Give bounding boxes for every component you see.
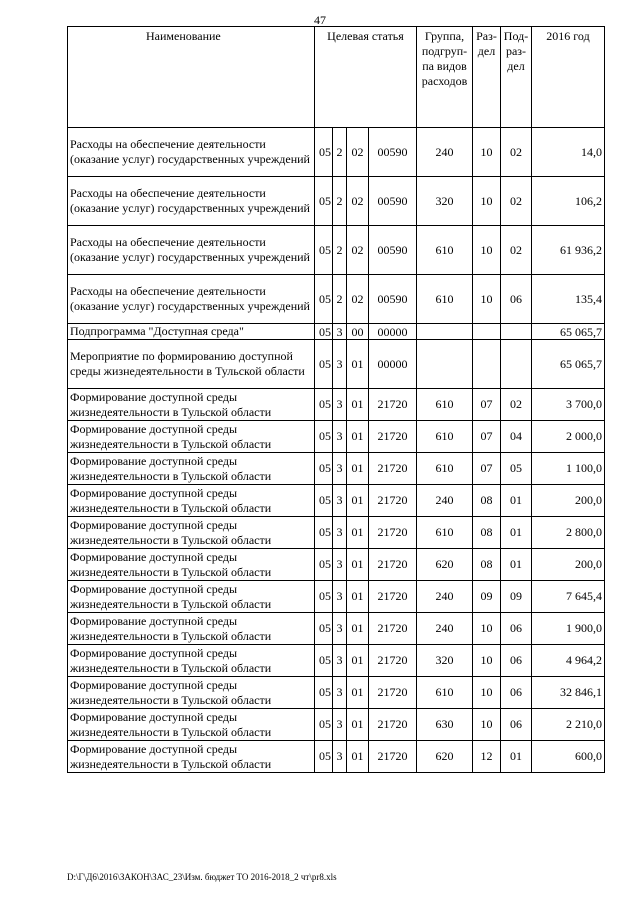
target-activity: 02	[347, 177, 369, 226]
target-program: 05	[315, 613, 333, 645]
row-name: Формирование доступной среды жизнедеятельности в Тульской области	[68, 613, 315, 645]
section: 10	[473, 226, 501, 275]
subsection: 02	[501, 128, 532, 177]
target-subprogram: 2	[333, 128, 347, 177]
subsection: 01	[501, 741, 532, 773]
subsection: 02	[501, 177, 532, 226]
target-program: 05	[315, 340, 333, 389]
section: 09	[473, 581, 501, 613]
row-name: Подпрограмма "Доступная среда"	[68, 324, 315, 340]
target-activity: 00	[347, 324, 369, 340]
target-activity: 01	[347, 741, 369, 773]
target-subprogram: 3	[333, 517, 347, 549]
section: 08	[473, 549, 501, 581]
target-direction: 21720	[369, 645, 417, 677]
target-program: 05	[315, 709, 333, 741]
expense-group	[417, 340, 473, 389]
table-row	[68, 453, 605, 485]
section: 08	[473, 517, 501, 549]
row-name: Формирование доступной среды жизнедеятельности в Тульской области	[68, 389, 315, 421]
table-row	[68, 389, 605, 421]
row-name: Формирование доступной среды жизнедеятельности в Тульской области	[68, 453, 315, 485]
target-activity: 01	[347, 421, 369, 453]
header-name: Наименование	[68, 27, 315, 128]
expense-group: 320	[417, 177, 473, 226]
row-name: Формирование доступной среды жизнедеятельности в Тульской области	[68, 645, 315, 677]
section: 07	[473, 421, 501, 453]
target-program: 05	[315, 226, 333, 275]
row-name: Мероприятие по формированию доступной среды жизнедеятельности в Тульской области	[68, 340, 315, 389]
amount-2016: 200,0	[532, 485, 605, 517]
subsection: 01	[501, 485, 532, 517]
table-row	[68, 177, 605, 226]
target-program: 05	[315, 453, 333, 485]
target-direction: 21720	[369, 613, 417, 645]
section: 10	[473, 709, 501, 741]
row-name: Формирование доступной среды жизнедеятельности в Тульской области	[68, 709, 315, 741]
target-program: 05	[315, 177, 333, 226]
row-name: Формирование доступной среды жизнедеятельности в Тульской области	[68, 581, 315, 613]
target-subprogram: 3	[333, 485, 347, 517]
target-activity: 01	[347, 581, 369, 613]
target-direction: 00590	[369, 275, 417, 324]
table-row	[68, 677, 605, 709]
subsection: 06	[501, 677, 532, 709]
page-number: 47	[314, 13, 326, 27]
amount-2016: 65 065,7	[532, 340, 605, 389]
target-direction: 21720	[369, 677, 417, 709]
target-activity: 02	[347, 128, 369, 177]
target-subprogram: 3	[333, 613, 347, 645]
expense-group: 240	[417, 485, 473, 517]
target-program: 05	[315, 741, 333, 773]
target-direction: 00590	[369, 226, 417, 275]
target-direction: 21720	[369, 741, 417, 773]
row-name: Расходы на обеспечение деятельности (оказание услуг) государственных учреждений	[68, 128, 315, 177]
target-subprogram: 3	[333, 324, 347, 340]
target-direction: 21720	[369, 709, 417, 741]
target-activity: 01	[347, 613, 369, 645]
table-row	[68, 226, 605, 275]
target-subprogram: 3	[333, 389, 347, 421]
row-name: Формирование доступной среды жизнедеятельности в Тульской области	[68, 485, 315, 517]
header-subsection: Под- раз- дел	[501, 27, 532, 128]
amount-2016: 61 936,2	[532, 226, 605, 275]
target-subprogram: 3	[333, 677, 347, 709]
target-direction: 00000	[369, 324, 417, 340]
budget-table	[67, 26, 605, 773]
row-name: Формирование доступной среды жизнедеятельности в Тульской области	[68, 741, 315, 773]
amount-2016: 32 846,1	[532, 677, 605, 709]
section: 10	[473, 645, 501, 677]
target-program: 05	[315, 645, 333, 677]
expense-group: 320	[417, 645, 473, 677]
row-name: Расходы на обеспечение деятельности (оказание услуг) государственных учреждений	[68, 275, 315, 324]
expense-group: 240	[417, 128, 473, 177]
expense-group: 240	[417, 613, 473, 645]
subsection: 06	[501, 613, 532, 645]
footer-file-path: D:\Г\Д6\2016\ЗАКОН\ЗАС_23\Изм. бюджет ТО 2016-2018_2 чт\pr8.xls	[67, 872, 337, 882]
target-direction: 21720	[369, 485, 417, 517]
target-activity: 01	[347, 485, 369, 517]
table-row	[68, 517, 605, 549]
subsection: 02	[501, 226, 532, 275]
amount-2016: 4 964,2	[532, 645, 605, 677]
target-direction: 21720	[369, 389, 417, 421]
expense-group: 620	[417, 741, 473, 773]
target-direction: 21720	[369, 517, 417, 549]
table-row	[68, 549, 605, 581]
target-program: 05	[315, 485, 333, 517]
amount-2016: 1 100,0	[532, 453, 605, 485]
target-direction: 00000	[369, 340, 417, 389]
subsection: 04	[501, 421, 532, 453]
table-row	[68, 613, 605, 645]
target-activity: 01	[347, 709, 369, 741]
amount-2016: 2 000,0	[532, 421, 605, 453]
target-subprogram: 3	[333, 741, 347, 773]
section: 10	[473, 613, 501, 645]
target-program: 05	[315, 421, 333, 453]
table-body	[68, 128, 605, 773]
expense-group: 630	[417, 709, 473, 741]
target-program: 05	[315, 389, 333, 421]
row-name: Формирование доступной среды жизнедеятельности в Тульской области	[68, 517, 315, 549]
target-direction: 00590	[369, 128, 417, 177]
expense-group: 610	[417, 517, 473, 549]
target-subprogram: 3	[333, 453, 347, 485]
target-direction: 21720	[369, 421, 417, 453]
amount-2016: 2 210,0	[532, 709, 605, 741]
subsection: 06	[501, 709, 532, 741]
table-row	[68, 645, 605, 677]
expense-group: 610	[417, 421, 473, 453]
table-row	[68, 324, 605, 340]
section: 10	[473, 677, 501, 709]
target-direction: 21720	[369, 581, 417, 613]
target-program: 05	[315, 549, 333, 581]
table-row	[68, 340, 605, 389]
target-activity: 01	[347, 549, 369, 581]
subsection	[501, 324, 532, 340]
target-activity: 02	[347, 226, 369, 275]
subsection: 01	[501, 549, 532, 581]
target-activity: 02	[347, 275, 369, 324]
section: 10	[473, 128, 501, 177]
subsection: 09	[501, 581, 532, 613]
section: 10	[473, 177, 501, 226]
target-subprogram: 3	[333, 581, 347, 613]
amount-2016: 600,0	[532, 741, 605, 773]
amount-2016: 135,4	[532, 275, 605, 324]
target-activity: 01	[347, 517, 369, 549]
target-subprogram: 2	[333, 177, 347, 226]
table-row	[68, 485, 605, 517]
table-row	[68, 581, 605, 613]
target-subprogram: 3	[333, 340, 347, 389]
expense-group: 610	[417, 677, 473, 709]
table-row	[68, 741, 605, 773]
subsection	[501, 340, 532, 389]
section	[473, 324, 501, 340]
target-direction: 21720	[369, 453, 417, 485]
header-group: Группа, подгруп- па видов расходов	[417, 27, 473, 128]
subsection: 06	[501, 645, 532, 677]
section: 08	[473, 485, 501, 517]
target-activity: 01	[347, 389, 369, 421]
target-program: 05	[315, 275, 333, 324]
amount-2016: 106,2	[532, 177, 605, 226]
expense-group: 240	[417, 581, 473, 613]
target-subprogram: 3	[333, 549, 347, 581]
row-name: Формирование доступной среды жизнедеятельности в Тульской области	[68, 549, 315, 581]
header-section: Раз- дел	[473, 27, 501, 128]
target-subprogram: 3	[333, 645, 347, 677]
target-program: 05	[315, 128, 333, 177]
subsection: 02	[501, 389, 532, 421]
expense-group: 610	[417, 453, 473, 485]
expense-group: 610	[417, 275, 473, 324]
row-name: Расходы на обеспечение деятельности (оказание услуг) государственных учреждений	[68, 226, 315, 275]
target-program: 05	[315, 581, 333, 613]
target-activity: 01	[347, 453, 369, 485]
amount-2016: 1 900,0	[532, 613, 605, 645]
section: 10	[473, 275, 501, 324]
section	[473, 340, 501, 389]
target-subprogram: 2	[333, 226, 347, 275]
section: 12	[473, 741, 501, 773]
target-activity: 01	[347, 340, 369, 389]
amount-2016: 14,0	[532, 128, 605, 177]
target-subprogram: 3	[333, 421, 347, 453]
expense-group	[417, 324, 473, 340]
target-program: 05	[315, 517, 333, 549]
expense-group: 620	[417, 549, 473, 581]
table-row	[68, 128, 605, 177]
target-subprogram: 2	[333, 275, 347, 324]
amount-2016: 2 800,0	[532, 517, 605, 549]
table-row	[68, 709, 605, 741]
expense-group: 610	[417, 389, 473, 421]
target-program: 05	[315, 324, 333, 340]
table-row	[68, 275, 605, 324]
target-program: 05	[315, 677, 333, 709]
table-header-row	[68, 27, 605, 128]
amount-2016: 7 645,4	[532, 581, 605, 613]
target-direction: 00590	[369, 177, 417, 226]
section: 07	[473, 453, 501, 485]
target-subprogram: 3	[333, 709, 347, 741]
target-direction: 21720	[369, 549, 417, 581]
section: 07	[473, 389, 501, 421]
target-activity: 01	[347, 645, 369, 677]
expense-group: 610	[417, 226, 473, 275]
row-name: Формирование доступной среды жизнедеятельности в Тульской области	[68, 421, 315, 453]
subsection: 01	[501, 517, 532, 549]
target-activity: 01	[347, 677, 369, 709]
table-row	[68, 421, 605, 453]
amount-2016: 200,0	[532, 549, 605, 581]
row-name: Расходы на обеспечение деятельности (оказание услуг) государственных учреждений	[68, 177, 315, 226]
amount-2016: 3 700,0	[532, 389, 605, 421]
subsection: 06	[501, 275, 532, 324]
row-name: Формирование доступной среды жизнедеятельности в Тульской области	[68, 677, 315, 709]
header-year: 2016 год	[532, 27, 605, 128]
amount-2016: 65 065,7	[532, 324, 605, 340]
subsection: 05	[501, 453, 532, 485]
header-target: Целевая статья	[315, 27, 417, 128]
